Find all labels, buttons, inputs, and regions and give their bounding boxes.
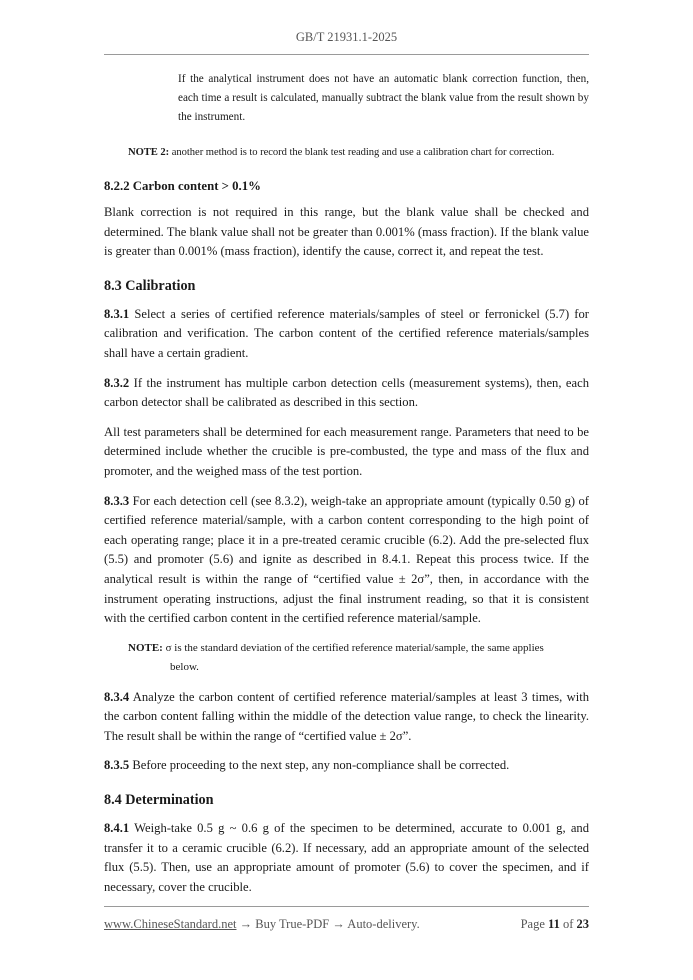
clause-8-3-5 — [104, 756, 589, 776]
note-label: NOTE: — [128, 641, 163, 654]
footer-divider — [104, 906, 589, 907]
clause-text: If the instrument has multiple carbon detection cells (measurement systems), then, each carbon detector shall be calibrated as described in this section. — [104, 375, 589, 410]
page-footer — [104, 917, 589, 932]
sigma-note — [128, 639, 589, 677]
page-body — [104, 70, 589, 907]
clause-number: 8.3.3 — [104, 493, 130, 508]
clause-number: 8.4.1 — [104, 821, 130, 836]
clause-8-3-4 — [104, 688, 589, 747]
blank-correction-paragraph: If the analytical instrument does not have an automatic blank correction function, then, each time a result is calculated, manually subtract the blank value from the result shown by the instrument. — [178, 73, 589, 123]
clause-text: For each detection cell (see 8.3.2), weigh-take an appropriate amount (typically 0.50 g) of certified reference material/sample, with a carbon content corresponding to the high point of each operating range; place it in a pre-treated ceramic crucible (6.2). Add the pre-selected flux (5.5) and promoter (5.6) and ignite as described in 8.4.1. Repeat this process twice. If the analytical result is within the range of “certified value ± 2σ”, then, in accordance with the instrument operating instructions, adjust the final instrument reading, so that it is consistent with the certified carbon content in the certified reference material/sample. — [104, 493, 589, 626]
page-indicator — [521, 917, 589, 932]
page-word: Page — [520, 917, 545, 931]
clause-8-4-1 — [104, 819, 589, 897]
parameters-paragraph: All test parameters shall be determined for each measurement range. Parameters that need to be determined include whether the crucible is pre-combusted, the type and mass of the flux and promoter, and the weighed mass of the test portion. — [104, 424, 589, 478]
note-line-1: σ is the standard deviation of the certified reference material/sample, the same applies — [162, 641, 544, 654]
clause-8-3-1 — [104, 305, 589, 364]
page-total: 23 — [576, 917, 589, 931]
clause-text: Weigh-take 0.5 g ~ 0.6 g of the specimen to be determined, accurate to 0.001 g, and transfer it to a ceramic crucible (6.2). If necessary, add an appropriate amount of the selected flux (5.5). Then, use an appropriate amount of promoter (5.6) to cover the specimen, and if necessary, cover the crucible. — [104, 821, 589, 894]
document-header: GB/T 21931.1-2025 — [295, 30, 398, 44]
clause-8-3-3 — [104, 492, 589, 629]
page-number: 11 — [548, 917, 560, 931]
paragraph-8-2-2: Blank correction is not required in this range, but the blank value shall be checked and determined. The blank value shall not be greater than 0.001% (mass fraction). If the blank value is greater than 0.001% (mass fraction), identify the cause, correct it, and repeat the test. — [104, 205, 589, 259]
clause-text: Before proceeding to the next step, any non-compliance shall be corrected. — [129, 758, 510, 773]
promo-text: → Buy True-PDF → Auto-delivery. — [236, 917, 420, 931]
note-line-2: below. — [170, 660, 199, 673]
clause-text: Analyze the carbon content of certified reference material/samples at least 3 times, with the carbon content falling within the middle of the detection value range, to check the linearity. The result shall be within the range of “certified value ± 2σ”. — [104, 689, 589, 743]
heading-8-4: 8.4 Determination — [104, 792, 214, 809]
clause-text: Select a series of certified reference materials/samples of steel or ferronickel (5.7) for calibration and verification. The carbon content of the certified reference materials/samples shall have a certain gradient. — [104, 306, 589, 360]
clause-number: 8.3.4 — [104, 689, 130, 704]
clause-number: 8.3.1 — [104, 306, 130, 321]
header-divider — [104, 54, 589, 55]
heading-8-3: 8.3 Calibration — [104, 277, 196, 294]
clause-number: 8.3.2 — [104, 375, 130, 390]
clause-number: 8.3.5 — [104, 758, 130, 773]
heading-8-2-2: 8.2.2 Carbon content > 0.1% — [104, 179, 261, 193]
note-2 — [128, 144, 589, 162]
note-2-text: another method is to record the blank test reading and use a calibration chart for correction. — [169, 147, 555, 158]
of-word: of — [562, 917, 574, 931]
note-2-label: NOTE 2: — [128, 147, 170, 158]
clause-8-3-2 — [104, 374, 589, 413]
site-link[interactable]: www.ChineseStandard.net — [104, 917, 237, 931]
